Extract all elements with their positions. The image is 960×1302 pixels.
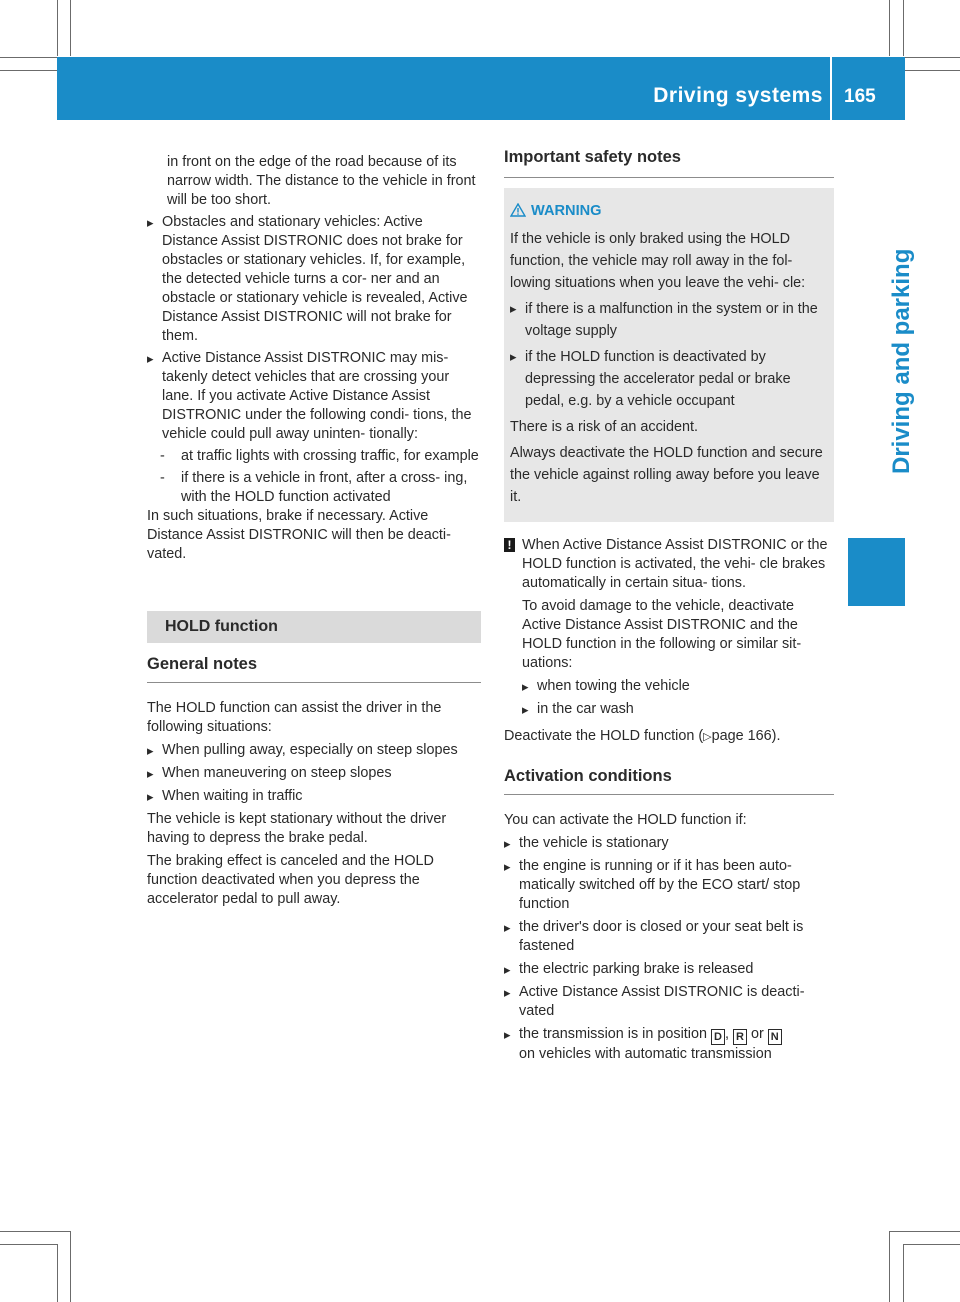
crop-mark [0,57,57,58]
gear-r-key: R [733,1029,747,1045]
list-item-text: Active Distance Assist DISTRONIC is deacti- vated [519,984,805,1019]
warning-title-text: WARNING [531,203,602,219]
paragraph: in front on the edge of the road because of its narrow width. The distance to the vehicle in front will be too short. [167,154,476,208]
page-arrow-icon: ▷ [703,731,712,743]
list-item [147,349,481,444]
paragraph: The vehicle is kept stationary without the driver having to depress the brake pedal. [147,811,447,846]
dash-mark: - [160,448,165,464]
crop-mark [0,1231,70,1232]
list-item-text: the vehicle is stationary [519,835,669,851]
crop-mark [905,57,960,58]
paragraph: In such situations, brake if necessary. Active Distance Assist DISTRONIC will then be deacti- vated. [147,508,451,562]
paragraph: If the vehicle is only braked using the HOLD function, the vehicle may roll away in the fol- lowing situations when you leave the vehi- cle: [510,231,806,291]
separator: , [724,1026,729,1042]
dash-mark: - [160,470,165,486]
list-item-text: if the HOLD function is deactivated by depressing the accelerator pedal or brake pedal, e.g. by a vehicle occupant [525,349,791,409]
list-item-text: if there is a malfunction in the system or in the voltage supply [525,301,818,339]
list-item-text: on vehicles with automatic transmission [519,1046,772,1062]
crop-mark [0,1244,57,1245]
crop-mark [70,0,71,56]
gear-d-key: D [711,1029,725,1045]
list-item-text: the engine is running or if it has been auto- matically switched off by the ECO start/ stop function [519,858,801,912]
subsection-heading: Important safety notes [504,148,834,178]
subsection-heading: Activation conditions [504,767,834,795]
cross-reference [504,727,834,747]
header-divider [830,57,832,120]
crop-mark [889,0,890,56]
crop-mark [57,0,58,56]
separator: or [750,1026,764,1042]
list-item-text: When maneuvering on steep slopes [162,765,392,781]
list-item-text: the transmission is in position [519,1026,707,1042]
list-item [504,1025,834,1064]
right-column [504,148,834,1064]
list-item [147,741,481,760]
left-column [147,153,481,909]
paragraph: There is a risk of an accident. [510,419,698,435]
side-tab-label: Driving and parking [888,248,915,474]
sub-list-item [147,469,481,507]
list-item [504,960,834,979]
list-item [504,918,834,956]
list-item-text: Obstacles and stationary vehicles: Active Distance Assist DISTRONIC does not brake for obstacles or stationary vehicles. If, for example, the detected vehicle turns a cor- ner and an obstacle or stationary vehicle is revealed, Active Distance Assist DISTRONIC will not brake for them. [162,214,468,344]
list-item [504,983,834,1021]
list-item-text: in the car wash [537,701,634,717]
list-item [510,346,828,412]
sub-list-item-text: at traffic lights with crossing traffic, for example [181,448,479,464]
paragraph: Always deactivate the HOLD function and secure the vehicle against rolling away before you leave it. [510,445,823,505]
cross-reference-text: Deactivate the HOLD function ( [504,728,704,744]
crop-mark [903,0,904,56]
paragraph: When Active Distance Assist DISTRONIC or the HOLD function is activated, the vehi- cle brakes automatically in certain situa- tions. [522,537,828,591]
list-item-text: the electric parking brake is released [519,961,754,977]
paragraph: The braking effect is canceled and the HOLD function deactivated when you depress the accelerator pedal to pull away. [147,853,434,907]
crop-mark [889,1231,960,1232]
sub-list-item-text: if there is a vehicle in front, after a cross- ing, with the HOLD function activated [181,470,468,505]
crop-mark [903,1244,904,1302]
section-title: Driving systems [653,84,823,107]
notice-block [504,536,834,719]
crop-mark [903,1244,960,1245]
list-item-text: Active Distance Assist DISTRONIC may mis- takenly detect vehicles that are crossing your lane. If you activate Active Distance Assist DISTRONIC under the following condi- tions, the vehicle could pull away uninten- tionally: [162,350,472,442]
list-item [510,298,828,342]
crop-mark [70,1231,71,1302]
list-item [522,677,834,696]
page-link[interactable]: page 166). [711,728,781,744]
list-item-text: When waiting in traffic [162,788,303,804]
paragraph: To avoid damage to the vehicle, deactivate Active Distance Assist DISTRONIC and the HOLD function in the following or similar sit- uations: [522,598,802,671]
section-heading-bar: HOLD function [147,611,481,643]
warning-box [504,188,834,522]
warning-triangle-icon [510,202,526,216]
subsection-heading: General notes [147,655,481,683]
side-tab [848,122,915,522]
list-item [504,857,834,914]
paragraph: The HOLD function can assist the driver in the following situations: [147,700,442,735]
crop-mark [889,1231,890,1302]
gear-n-key: N [768,1029,782,1045]
list-item-text: When pulling away, especially on steep slopes [162,742,458,758]
notice-icon: ! [504,538,515,552]
warning-title [510,200,828,222]
crop-mark [57,1244,58,1302]
list-item [504,834,834,853]
paragraph: You can activate the HOLD function if: [504,812,747,828]
list-item [147,213,481,346]
page-number: 165 [844,86,876,107]
side-tab-block [848,538,905,606]
sub-list-item [147,447,481,466]
list-item [522,700,834,719]
list-item-text: the driver's door is closed or your seat belt is fastened [519,919,804,954]
list-item-text: when towing the vehicle [537,678,690,694]
list-item [147,764,481,783]
page-header [57,57,905,120]
list-item [147,787,481,806]
